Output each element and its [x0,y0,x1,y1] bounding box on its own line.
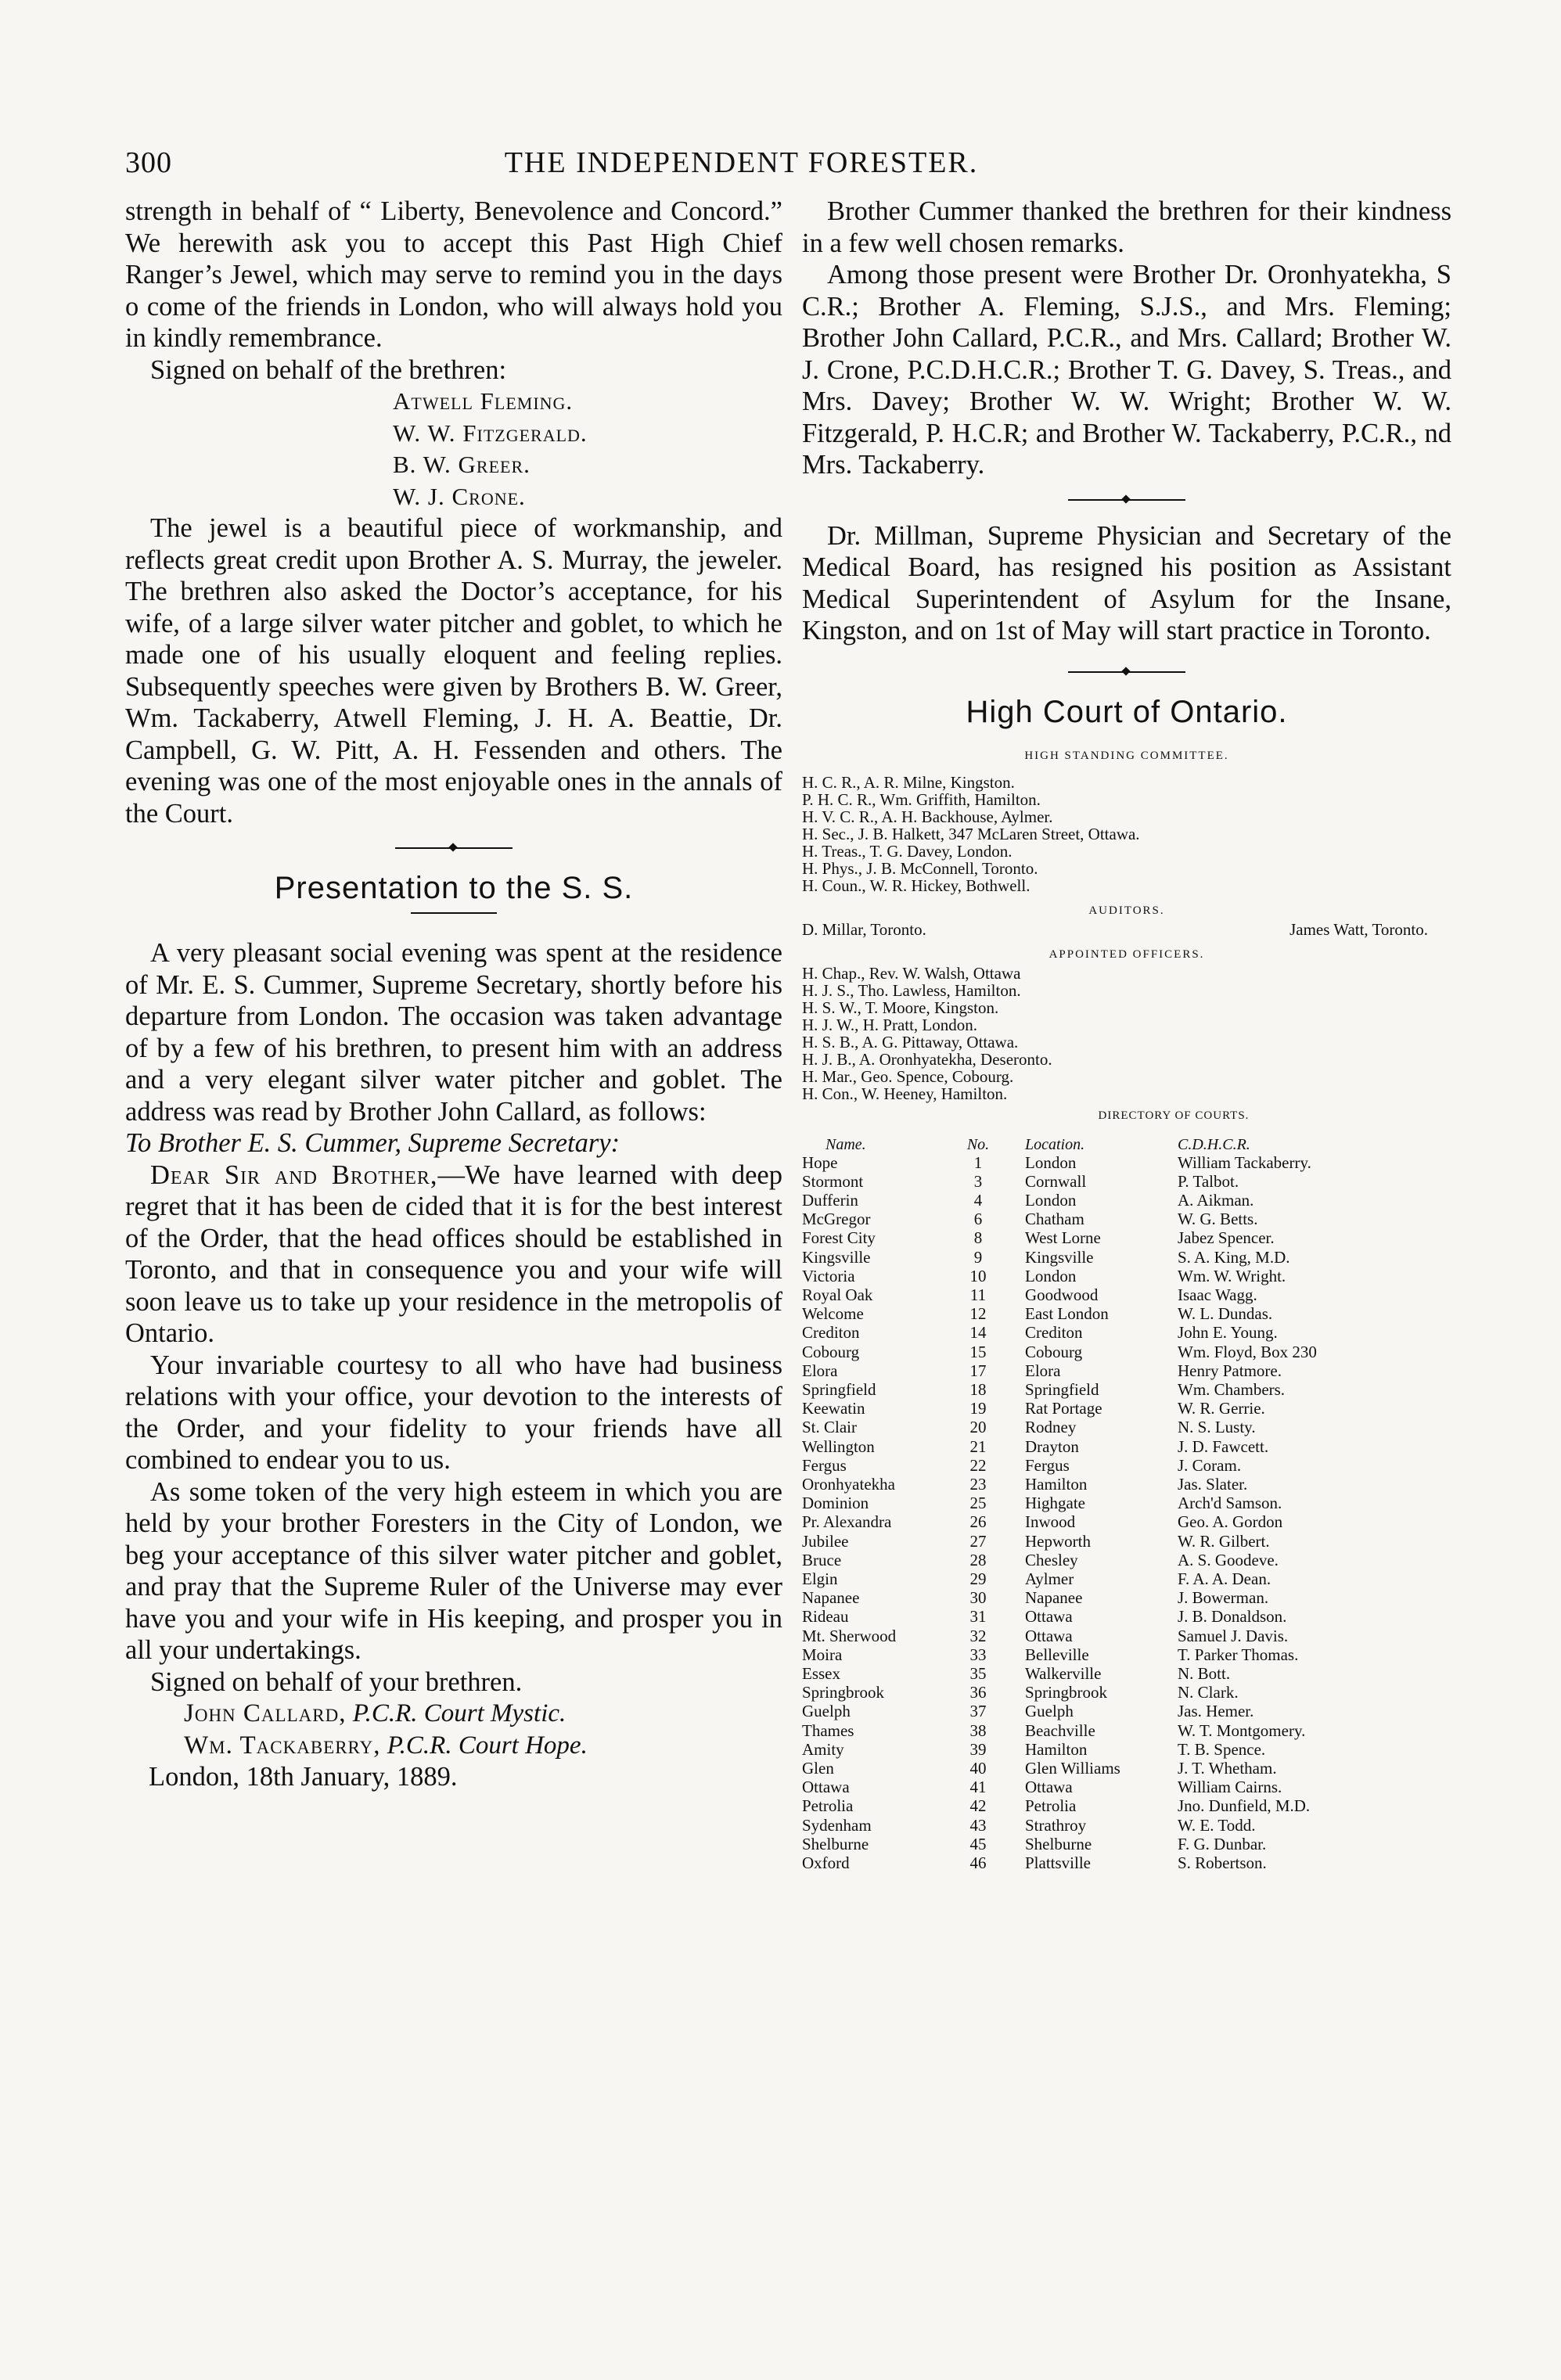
letter-paragraph-2: Your invariable courtesy to all who have had business relations with your office, your devotion to the interests of the Order, and your fidelity to your friends have all combined to endear you to us. [125,1350,782,1475]
court-location: London [1025,1190,1077,1210]
court-location: Chesley [1025,1550,1078,1569]
letter-paragraph-3: As some token of the very high esteem in which you are held by your brother Foresters in the City of London, we beg your acceptance of this silver water pitcher and goblet, and pray that the Supreme Ruler of the Universe may ever have you and your wife in His keeping, and prosper you in all your undertakings. [125,1476,782,1665]
court-name: Essex [802,1663,840,1683]
signature-line: W. J. Crone. [393,482,526,510]
committee-heading: HIGH STANDING COMMITTEE. [1024,749,1229,762]
court-name: Elgin [802,1569,838,1588]
appointed-entry: H. J. B., A. Oronhyatekha, Deseronto. [802,1049,1052,1069]
left-column [125,196,782,1793]
table-row [802,1285,1451,1304]
table-row [802,1721,1451,1740]
court-number: 27 [969,1531,987,1551]
table-row [802,1361,1451,1380]
table-row [802,1153,1451,1172]
court-number: 39 [969,1739,987,1759]
court-number: 23 [969,1474,987,1494]
court-location: Ottawa [1025,1626,1073,1645]
ornament-rule [1068,495,1185,505]
court-location: Elora [1025,1361,1061,1380]
court-number: 42 [969,1796,987,1816]
auditor: James Watt, Toronto. [1289,919,1428,939]
court-name: Moira [802,1645,843,1664]
continuation-paragraph: strength in behalf of “ Liberty, Benevolence and Concord.” We herewith ask you to accept this Past High Chief Ranger’s Jewel, which may serve to remind you in the days o come of the friends in London, who will always hold you in kindly remembrance. [125,196,782,353]
court-name: Springbrook [802,1683,884,1702]
court-name: Pr. Alexandra [802,1512,892,1532]
court-name: Oronhyatekha [802,1474,895,1494]
court-location: London [1025,1266,1077,1285]
court-deputy: Wm. Floyd, Box 230 [1178,1342,1317,1361]
court-number: 4 [973,1190,983,1210]
court-location: Springbrook [1025,1683,1107,1702]
column-header: Name. [825,1135,866,1153]
ornament-rule [395,843,513,853]
table-row [802,1512,1451,1531]
court-number: 29 [969,1569,987,1588]
court-name: Sydenham [802,1815,872,1835]
committee-entry: H. Phys., J. B. McConnell, Toronto. [802,858,1038,878]
court-deputy: William Tackaberry. [1178,1152,1311,1172]
appointed-entry: H. S. B., A. G. Pittaway, Ottawa. [802,1032,1019,1052]
court-number: 6 [973,1210,983,1229]
signed-line: Signed on behalf of the brethren: [150,354,507,385]
court-deputy: Samuel J. Davis. [1178,1626,1289,1645]
court-deputy: Jno. Dunfield, M.D. [1178,1796,1311,1816]
court-location: Inwood [1025,1512,1076,1532]
table-row [802,1323,1451,1342]
court-number: 3 [973,1171,983,1191]
ornament-rule [1068,667,1185,677]
court-deputy: A. S. Goodeve. [1178,1550,1279,1569]
court-deputy: W. L. Dundas. [1178,1304,1273,1324]
appointed-entry: H. J. W., H. Pratt, London. [802,1015,978,1034]
right-column [802,196,1451,1872]
court-location: Crediton [1025,1323,1083,1343]
table-row [802,1759,1451,1778]
court-number: 15 [969,1342,987,1361]
section-title-high-court: High Court of Ontario. [966,694,1288,729]
court-deputy: N. Clark. [1178,1683,1239,1702]
place-date: London, 18th January, 1889. [149,1762,458,1792]
court-deputy: Jabez Spencer. [1178,1228,1275,1248]
court-deputy: Isaac Wagg. [1178,1285,1257,1304]
court-location: Ottawa [1025,1607,1073,1627]
court-name: Bruce [802,1550,842,1569]
court-name: Stormont [802,1171,864,1191]
court-number: 17 [969,1361,987,1380]
table-row [802,1588,1451,1607]
court-deputy: J. B. Donaldson. [1178,1607,1287,1627]
column-header: C.D.H.C.R. [1178,1135,1250,1153]
court-name: Rideau [802,1607,849,1627]
committee-entry: P. H. C. R., Wm. Griffith, Hamilton. [802,789,1041,809]
court-number: 33 [969,1645,987,1664]
court-name: Oxford [802,1853,850,1873]
thanks-paragraph: Brother Cummer thanked the brethren for their kindness in a few well chosen remarks. [802,196,1451,258]
court-number: 30 [969,1588,987,1608]
court-deputy: N. Bott. [1178,1663,1231,1683]
letter-signed-line: Signed on behalf of your brethren. [150,1666,523,1697]
court-deputy: P. Talbot. [1178,1171,1239,1191]
court-location: Chatham [1025,1210,1084,1229]
directory-table [802,1136,1451,1873]
court-name: Elora [802,1361,838,1380]
court-name: Shelburne [802,1834,869,1853]
court-location: Hamilton [1025,1474,1088,1494]
auditor: D. Millar, Toronto. [802,919,926,939]
signer-1: John Callard, P.C.R. Court Mystic. [184,1699,566,1727]
running-head [125,146,1358,186]
court-deputy: Henry Patmore. [1178,1361,1282,1380]
court-location: Hamilton [1025,1739,1088,1759]
table-row [802,1835,1451,1853]
court-name: Wellington [802,1436,875,1456]
table-row [802,1475,1451,1494]
appointed-entry: H. Con., W. Heeney, Hamilton. [802,1084,1008,1103]
court-number: 38 [969,1720,987,1740]
court-name: Springfield [802,1379,876,1399]
court-deputy: Wm. W. Wright. [1178,1266,1286,1285]
court-number: 45 [969,1834,987,1853]
committee-entry: H. Treas., T. G. Davey, London. [802,841,1012,861]
court-deputy: T. B. Spence. [1178,1739,1266,1759]
court-name: St. Clair [802,1418,858,1437]
court-deputy: W. R. Gilbert. [1178,1531,1270,1551]
court-number: 19 [969,1399,987,1418]
court-number: 11 [969,1285,987,1304]
court-deputy: John E. Young. [1178,1323,1278,1343]
table-row [802,1248,1451,1267]
court-deputy: W. R. Gerrie. [1178,1399,1265,1418]
court-number: 26 [969,1512,987,1532]
court-deputy: Jas. Hemer. [1178,1702,1254,1721]
court-name: Dominion [802,1494,869,1513]
letter-signers [125,1698,782,1793]
table-row [802,1551,1451,1569]
table-row [802,1399,1451,1418]
court-deputy: J. D. Fawcett. [1178,1436,1269,1456]
court-deputy: Jas. Slater. [1178,1474,1248,1494]
court-location: Kingsville [1025,1247,1094,1267]
committee-entry: H. Coun., W. R. Hickey, Bothwell. [802,875,1030,895]
appointed-entry: H. Chap., Rev. W. Walsh, Ottawa [802,963,1021,983]
journal-title: THE INDEPENDENT FORESTER. [504,146,979,179]
committee-entry: H. V. C. R., A. H. Backhouse, Aylmer. [802,807,1053,826]
court-number: 8 [973,1228,983,1248]
millman-paragraph: Dr. Millman, Supreme Physician and Secretary of the Medical Board, has resigned his position as Assistant Medical Superintendent of Asylum for the Insane, Kingston, and on 1st of May will start practice in Toronto. [802,520,1451,645]
court-number: 22 [969,1455,987,1475]
column-header: Location. [1025,1135,1085,1153]
court-name: Keewatin [802,1399,865,1418]
table-row [802,1683,1451,1702]
court-location: Strathroy [1025,1815,1087,1835]
court-number: 32 [969,1626,987,1645]
column-header: No. [966,1135,990,1153]
court-location: Belleville [1025,1645,1089,1664]
jewel-paragraph: The jewel is a beautiful piece of workmanship, and reflects great credit upon Brother A. S. Murray, the jeweler. The brethren also asked the Doctor’s acceptance, for his wife, of a large silver water pitcher and goblet, to which he made one of his usually eloquent and feeling replies. Subsequently speeches were given by Brothers B. W. Greer, Wm. Tackaberry, Atwell Fleming, J. H. A. Beattie, Dr. Campbell, G. W. Pitt, A. H. Fessenden and others. The evening was one of the most enjoyable ones in the annals of the Court. [125,513,782,829]
court-name: Dufferin [802,1190,858,1210]
court-deputy: J. Coram. [1178,1455,1242,1475]
court-number: 36 [969,1683,987,1702]
table-row [802,1702,1451,1720]
court-deputy: J. T. Whetham. [1178,1759,1277,1778]
court-deputy: S. A. King, M.D. [1178,1247,1290,1267]
court-number: 20 [969,1418,987,1437]
court-deputy: J. Bowerman. [1178,1588,1269,1608]
court-name: McGregor [802,1210,871,1229]
court-deputy: W. T. Montgomery. [1178,1720,1306,1740]
table-row [802,1569,1451,1588]
court-location: Guelph [1025,1702,1074,1721]
address-recipient: To Brother E. S. Cummer, Supreme Secretary: [125,1128,620,1158]
signature-line: W. W. Fitzgerald. [393,419,588,447]
signature-list [125,386,782,512]
court-location: Plattsville [1025,1853,1091,1873]
court-location: Aylmer [1025,1569,1074,1588]
court-deputy: Wm. Chambers. [1178,1379,1286,1399]
court-number: 10 [969,1266,987,1285]
court-deputy: A. Aikman. [1178,1190,1254,1210]
court-deputy: W. G. Betts. [1178,1210,1258,1229]
court-name: Amity [802,1739,844,1759]
court-name: Hope [802,1152,838,1172]
court-location: Drayton [1025,1436,1079,1456]
table-row [802,1645,1451,1664]
court-name: Guelph [802,1702,851,1721]
auditors-row [802,921,1451,938]
appointed-entry: H. Mar., Geo. Spence, Cobourg. [802,1066,1014,1086]
table-row [802,1532,1451,1551]
court-name: Welcome [802,1304,864,1324]
appointed-entry: H. J. S., Tho. Lawless, Hamilton. [802,980,1021,1000]
table-row [802,1607,1451,1626]
court-deputy: N. S. Lusty. [1178,1418,1256,1437]
court-number: 46 [969,1853,987,1873]
court-deputy: Geo. A. Gordon [1178,1512,1283,1532]
signature-line: B. W. Greer. [393,451,531,478]
court-name: Jubilee [802,1531,849,1551]
court-location: Cobourg [1025,1342,1083,1361]
court-location: Beachville [1025,1720,1095,1740]
court-location: Ottawa [1025,1778,1073,1797]
court-deputy: F. A. A. Dean. [1178,1569,1271,1588]
court-number: 14 [969,1323,987,1343]
letter-text: —We have learned with deep regret that it has been de cided that it is for the best interest of the Order, that the head offices should be established in Toronto, and that in consequence you and your wife will soon leave us to take up your residence in the metropolis of Ontario. [125,1159,782,1348]
court-location: West Lorne [1025,1228,1101,1248]
table-row [802,1816,1451,1835]
court-location: Petrolia [1025,1796,1077,1816]
court-deputy: T. Parker Thomas. [1178,1645,1299,1664]
page-number: 300 [125,146,172,179]
committee-entry: H. Sec., J. B. Halkett, 347 McLaren Street, Ottawa. [802,824,1140,843]
presentation-paragraph: A very pleasant social evening was spent at the residence of Mr. E. S. Cummer, Supreme Secretary, shortly before his departure from London. The occasion was taken advantage of by a few of his brethren, to present him with an address and a very elegant silver water pitcher and goblet. The address was read by Brother John Callard, as follows: [125,938,782,1127]
court-location: Fergus [1025,1455,1070,1475]
court-location: Shelburne [1025,1834,1092,1853]
court-number: 35 [969,1663,987,1683]
court-number: 43 [969,1815,987,1835]
court-number: 9 [973,1247,983,1267]
table-row [802,1853,1451,1872]
directory-heading: DIRECTORY OF COURTS. [1098,1109,1250,1122]
table-row [802,1304,1451,1323]
committee-entry: H. C. R., A. R. Milne, Kingston. [802,772,1015,792]
appointed-entry: H. S. W., T. Moore, Kingston. [802,998,999,1017]
court-location: Springfield [1025,1379,1099,1399]
court-number: 31 [969,1607,987,1627]
court-location: Goodwood [1025,1285,1099,1304]
signature-line: Atwell Fleming. [393,387,574,415]
title-underline [411,912,497,914]
court-number: 12 [969,1304,987,1324]
court-number: 37 [969,1702,987,1721]
court-number: 1 [973,1152,983,1172]
table-row [802,1191,1451,1210]
auditors-heading: AUDITORS. [1088,904,1165,917]
table-row [802,1267,1451,1285]
table-row [802,1228,1451,1247]
court-location: Rat Portage [1025,1399,1102,1418]
court-number: 21 [969,1436,987,1456]
court-name: Napanee [802,1588,860,1608]
court-name: Petrolia [802,1796,854,1816]
court-name: Fergus [802,1455,847,1475]
table-row [802,1418,1451,1436]
table-row [802,1740,1451,1759]
court-name: Victoria [802,1266,855,1285]
table-row [802,1796,1451,1815]
court-location: London [1025,1152,1077,1172]
section-title-presentation: Presentation to the S. S. [274,871,634,905]
court-name: Forest City [802,1228,876,1248]
court-location: Napanee [1025,1588,1083,1608]
court-location: East London [1025,1304,1109,1324]
letter-paragraph-1 [125,1159,782,1350]
court-deputy: W. E. Todd. [1178,1815,1256,1835]
court-deputy: Arch'd Samson. [1178,1494,1282,1513]
signer-2: Wm. Tackaberry, P.C.R. Court Hope. [184,1731,588,1760]
court-number: 28 [969,1550,987,1569]
court-location: Rodney [1025,1418,1077,1437]
directory-header-row [802,1136,1451,1153]
directory-body [802,1153,1451,1873]
court-directory [802,747,1451,1873]
salutation: Dear Sir and Brother, [150,1159,438,1190]
appointed-heading: APPOINTED OFFICERS. [1048,947,1205,961]
court-name: Thames [802,1720,854,1740]
court-location: Glen Williams [1025,1759,1120,1778]
court-number: 40 [969,1759,987,1778]
court-location: Hepworth [1025,1531,1091,1551]
court-location: Walkerville [1025,1663,1102,1683]
court-deputy: William Cairns. [1178,1778,1282,1797]
court-name: Mt. Sherwood [802,1626,897,1645]
table-row [802,1627,1451,1645]
court-name: Crediton [802,1323,860,1343]
court-name: Kingsville [802,1247,871,1267]
table-row [802,1172,1451,1191]
court-name: Cobourg [802,1342,860,1361]
table-row [802,1437,1451,1456]
court-name: Glen [802,1759,834,1778]
table-row [802,1380,1451,1399]
court-name: Ottawa [802,1778,850,1797]
court-number: 18 [969,1379,987,1399]
court-location: Highgate [1025,1494,1085,1513]
table-row [802,1210,1451,1228]
court-number: 25 [969,1494,987,1513]
table-row [802,1456,1451,1475]
table-row [802,1494,1451,1512]
table-row [802,1343,1451,1361]
present-paragraph: Among those present were Brother Dr. Oronhyatekha, S C.R.; Brother A. Fleming, S.J.S., and Mrs. Fleming; Brother John Callard, P.C.R., and Mrs. Callard; Brother W. J. Crone, P.C.D.H.C.R.; Brother T. G. Davey, S. Treas., and Mrs. Davey; Brother W. W. Wright; Brother W. W. Fitzgerald, P. H.C.R; and Brother W. Tackaberry, P.C.R., nd Mrs. Tackaberry. [802,260,1451,480]
court-name: Royal Oak [802,1285,873,1304]
court-deputy: S. Robertson. [1178,1853,1267,1873]
table-row [802,1778,1451,1796]
court-number: 41 [969,1778,987,1797]
court-location: Cornwall [1025,1171,1087,1191]
court-deputy: F. G. Dunbar. [1178,1834,1267,1853]
table-row [802,1664,1451,1683]
